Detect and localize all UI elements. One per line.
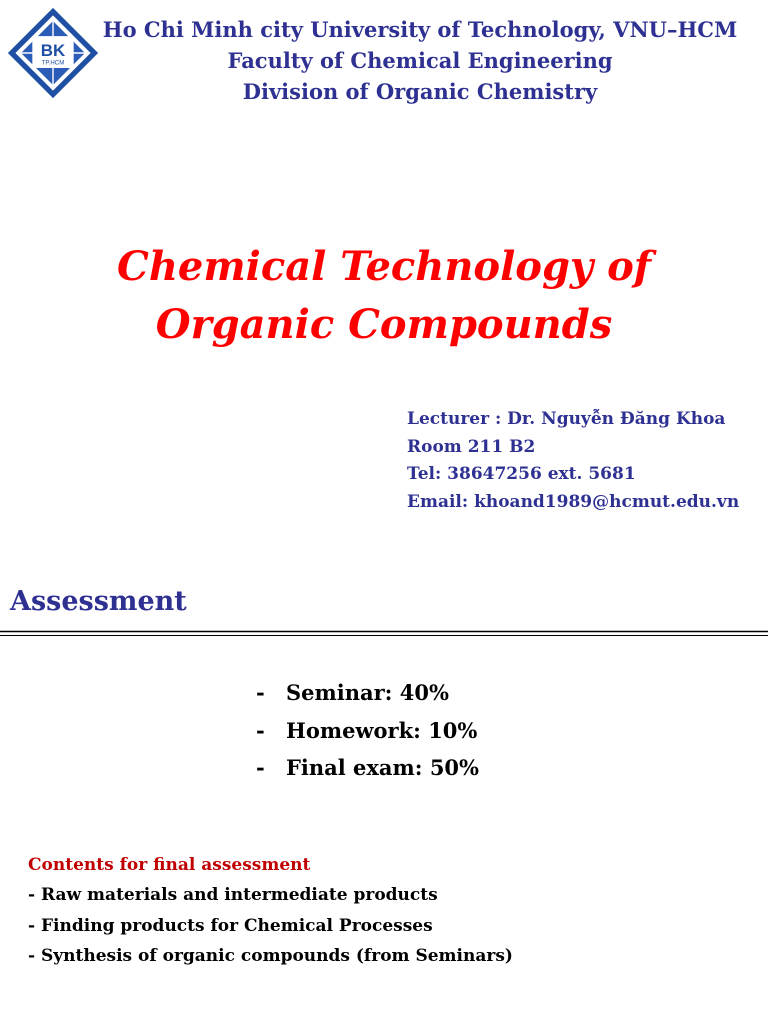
course-title-line-1: Chemical Technology of: [116, 243, 651, 290]
heading-divider: [0, 630, 768, 637]
faculty-name: Faculty of Chemical Engineering: [227, 48, 613, 73]
bullet-dash: -: [256, 680, 265, 705]
university-logo: [6, 6, 100, 100]
lecturer-tel: Tel: 38647256 ext. 5681: [407, 464, 636, 484]
lecturer-email: Email: khoand1989@hcmut.edu.vn: [407, 491, 740, 512]
course-title-line-2: Organic Compounds: [155, 301, 613, 348]
assessment-heading: Assessment: [10, 586, 187, 617]
final-exam-weight: Final exam: 50%: [286, 755, 479, 780]
homework-weight: Homework: 10%: [286, 717, 478, 743]
course-title: [0, 238, 768, 354]
institution-header: [100, 14, 740, 107]
division-name: Division of Organic Chemistry: [242, 79, 598, 104]
list-item: - Finding products for Chemical Processes: [28, 915, 433, 936]
contents-list: [28, 880, 513, 972]
bullet-dash: -: [256, 717, 265, 743]
university-name: Ho Chi Minh city University of Technology, VNU–HCM: [102, 17, 738, 42]
lecturer-name: Lecturer : Dr. Nguyễn Đăng Khoa: [407, 409, 726, 429]
list-item: - Synthesis of organic compounds (from Seminars): [28, 946, 513, 966]
contents-title: Contents for final assessment: [28, 855, 311, 875]
logo-subtext: TP.HCM: [41, 59, 65, 67]
list-item: [256, 749, 479, 787]
lecturer-room: Room 211 B2: [407, 436, 536, 457]
assessment-weights: [256, 674, 479, 787]
logo-text: BK: [40, 40, 66, 60]
list-item: [256, 674, 479, 712]
lecturer-contact: [407, 406, 739, 516]
seminar-weight: Seminar: 40%: [286, 680, 449, 705]
bullet-dash: -: [256, 755, 265, 780]
list-item: - Raw materials and intermediate products: [28, 885, 438, 905]
list-item: [256, 712, 479, 750]
